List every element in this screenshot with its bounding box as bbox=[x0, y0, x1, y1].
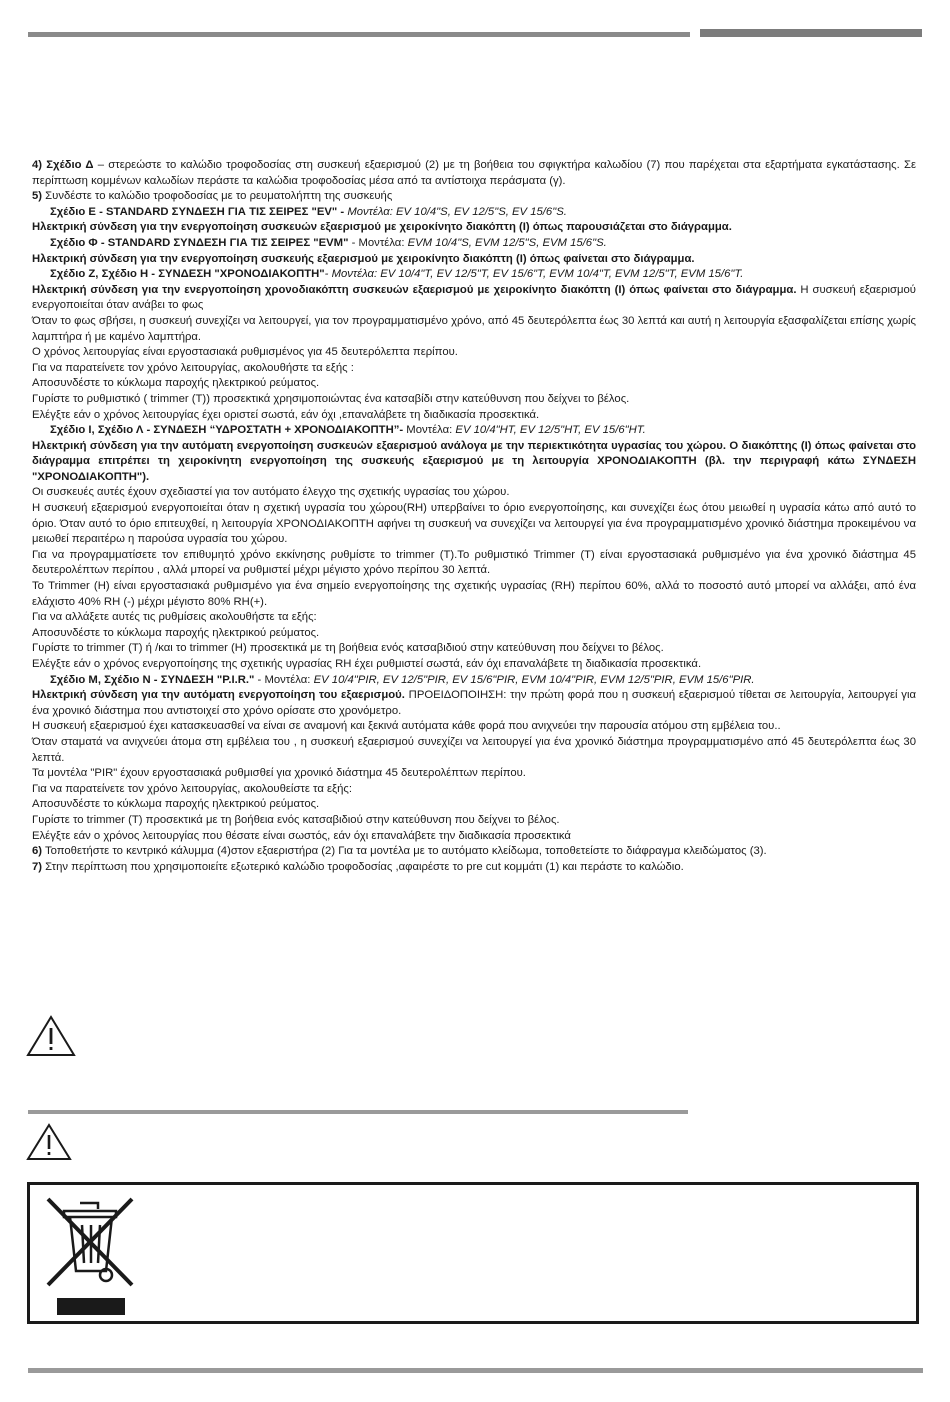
paragraph-p4 bbox=[32, 220, 916, 236]
text-run: Η συσκευή εξαερισμού ενεργοποιείται όταν η σχετική υγρασία του χώρου(RH) υπερβαίνει το όριο ενεργοποίησης, και συνεχίζει έως ότου μειωθεί η υγρασία κάτω από αυτό το όριο. Όταν αυτό το όριο επιτευχθεί, η λειτουργία ΧΡΟΝΟΔΙΑΚΟΠΤΗ αφήνει τη συσκευή να συνεχίζει να λειτουργεί για ένα προγραμματισμένο χρονικό διάστημα προκειμένου να μειωθεί περαιτέρω η παρούσα υγρασία του χώρου. bbox=[32, 502, 916, 546]
text-run: Αποσυνδέστε το κύκλωμα παροχής ηλεκτρικού ρεύματος. bbox=[32, 626, 320, 639]
text-run: Σχέδιο Ι, Σχέδιο Λ - ΣΥΝΔΕΣΗ “ΥΔΡΟΣΤΑΤΗ + ΧΡΟΝΟΔΙΑΚΟΠΤΗ”- bbox=[50, 424, 404, 437]
text-run: Ελέγξτε εάν ο χρόνος λειτουργίας έχει οριστεί σωστά, εάν όχι ,επαναλάβετε τη διαδικασία προσεκτικά. bbox=[32, 408, 540, 421]
paragraph-p1 bbox=[32, 158, 916, 189]
weee-disposal-box bbox=[27, 1182, 919, 1324]
paragraph-p18 bbox=[32, 501, 916, 548]
text-run: Στην περίπτωση που χρησιμοποιείτε εξωτερικό καλώδιο τροφοδοσίας ,αφαιρέστε το pre cut κομμάτι (1) και περάστε το καλώδιο. bbox=[42, 860, 684, 873]
text-run: Η συσκευή εξαερισμού ενεργοποιείται όταν ανάβει το φως bbox=[32, 283, 916, 312]
paragraph-p15 bbox=[32, 423, 916, 439]
paragraph-p5 bbox=[32, 236, 916, 252]
text-run: Ελέγξτε εάν ο χρόνος ενεργοποίησης της σχετικής υγρασίας RH έχει ρυθμιστεί σωστά, εάν όχι επαναλάβετε τη διαδικασία προσεκτικά. bbox=[32, 658, 702, 670]
paragraph-p17 bbox=[32, 485, 916, 501]
text-run: Τοποθετήστε το κεντρικό κάλυμμα (4)στον εξαεριστήρα (2) Για τα μοντέλα με το αυτόματο κλείδωμα, τοποθετείστε το διάφραγμα κλειδώματος (3). bbox=[42, 845, 767, 858]
text-run: Γυρίστε το ρυθμιστικό ( trimmer (T)) προσεκτικά χρησιμοποιώντας ένα κατσαβίδι στην κατεύθυνση που δείχνει το βέλος. bbox=[32, 392, 630, 405]
text-run: - Μοντέλα: bbox=[254, 673, 314, 686]
text-run: Οι συσκευές αυτές έχουν σχεδιαστεί για τον αυτόματο έλεγχο της σχετικής υγρασίας του χώρου. bbox=[32, 486, 510, 499]
text-run: Σχέδιο Ε - STANDARD ΣΥΝΔΕΣΗ ΓΙΑ ΤΙΣ ΣΕΙΡΕΣ "EV" - bbox=[50, 205, 345, 218]
text-run: Ηλεκτρική σύνδεση για την ενεργοποίηση συσκευών εξαερισμού με χειροκίνητο διακόπτη (I) όπως παρουσιάζεται στο διάγραμμα. bbox=[32, 221, 732, 234]
paragraph-p35 bbox=[32, 860, 916, 876]
text-run: Αποσυνδέστε το κύκλωμα παροχής ηλεκτρικού ρεύματος. bbox=[32, 377, 320, 390]
paragraph-p22 bbox=[32, 626, 916, 642]
text-run: Ελέγξτε εάν ο χρόνος λειτουργίας που θέσατε είναι σωστός, εάν όχι επαναλάβετε την διαδικασία προσεκτικά bbox=[32, 829, 571, 842]
text-run: Συνδέστε το καλώδιο τροφοδοσίας με το ρευματολήπτη της συσκευής bbox=[42, 190, 393, 203]
text-run: Όταν σταματά να ανιχνεύει άτομα στη εμβέλεια του , η συσκευή εξαερισμού συνεχίζει να λειτουργεί για ένα χρονικό διάστημα προγραμματισμένο από 45 δευτερόλεπτα έως 30 λεπτά. bbox=[32, 735, 916, 764]
text-run: Ηλεκτρική σύνδεση για την ενεργοποίηση συσκευής εξαερισμού με χειροκίνητο διακόπτη (I) όπως φαίνεται στο διάγραμμα. bbox=[32, 252, 695, 265]
text-run: Αποσυνδέστε το κύκλωμα παροχής ηλεκτρικού ρεύματος. bbox=[32, 798, 320, 811]
paragraph-p3 bbox=[32, 205, 916, 221]
paragraph-p9 bbox=[32, 314, 916, 345]
paragraph-p11 bbox=[32, 361, 916, 377]
text-run: 5) bbox=[32, 190, 43, 203]
paragraph-p12 bbox=[32, 376, 916, 392]
crossed-out-wheelie-bin-icon bbox=[44, 1193, 136, 1289]
paragraph-p28 bbox=[32, 735, 916, 766]
text-run: Για να παρατείνετε τον χρόνο λειτουργίας, ακολουθείστε τα εξής: bbox=[32, 782, 352, 795]
text-run: Γυρίστε το trimmer (T) προσεκτικά με τη βοήθεια ενός κατσαβιδιού στην κατεύθυνση που δείχνει το βέλος. bbox=[32, 813, 560, 826]
text-run: - Μοντέλα: bbox=[348, 236, 408, 249]
paragraph-p20 bbox=[32, 579, 916, 610]
text-run: Όταν το φως σβήσει, η συσκευή συνεχίζει να λειτουργεί, για τον προγραμματισμένο χρόνο, από 45 δευτερόλεπτα έως 30 λεπτά και αυτή η λειτουργία εξασφαλίζεται επίσης χωρίς λαμπτήρα ή με καμένο λαμπτήρα. bbox=[32, 314, 916, 343]
text-run: – στερεώστε το καλώδιο τροφοδοσίας στη συσκευή εξαερισμού (2) με τη βοήθεια του σφιγκτήρα καλωδίου (7) που παρέχεται στα εξαρτήματα εγκατάστασης. Σε περίπτωση κομμένων καλωδίων περάστε τα καλώδια τροφοδοσίας μέσα από τα αντίστοιχα περάσματα (γ). bbox=[32, 159, 917, 187]
paragraph-p26 bbox=[32, 688, 916, 719]
paragraph-p2 bbox=[32, 189, 916, 205]
paragraph-p7 bbox=[32, 267, 916, 283]
paragraph-p10 bbox=[32, 345, 916, 361]
text-run: EV 10/4"HT, EV 12/5"HT, EV 15/6"HT. bbox=[455, 424, 646, 437]
header-rule-left bbox=[28, 32, 690, 37]
text-run: 7) bbox=[32, 860, 43, 873]
text-run: Ηλεκτρική σύνδεση για την ενεργοποίηση χρονοδιακόπτη συσκευών εξαερισμού με χειροκίνητο διακόπτη (I) όπως φαίνεται στο διάγραμμα. bbox=[32, 283, 797, 296]
text-run: ΠΡΟΕΙΔΟΠΟΙΗΣΗ: την πρώτη φορά που η συσκευή εξαερισμού τίθεται σε λειτουργία, λειτουργεί για ένα χρονικό διάστημα που αντιστοιχεί στο χρόνο ορίσατε στο χρονόμετρο. bbox=[32, 689, 916, 717]
text-run: Για να παρατείνετε τον χρόνο λειτουργίας, ακολουθήστε τα εξής : bbox=[32, 361, 354, 374]
section-divider bbox=[28, 1110, 688, 1114]
paragraph-p29 bbox=[32, 766, 916, 782]
paragraph-p25 bbox=[32, 673, 916, 689]
weee-black-bar bbox=[57, 1298, 125, 1315]
footer-rule bbox=[28, 1368, 923, 1373]
paragraph-p27 bbox=[32, 719, 916, 735]
text-run: Για να αλλάξετε αυτές τις ρυθμίσεις ακολουθήστε τα εξής: bbox=[32, 611, 317, 624]
paragraph-p13 bbox=[32, 392, 916, 408]
paragraph-p34 bbox=[32, 844, 916, 860]
paragraph-p19 bbox=[32, 548, 916, 579]
text-run: - Μοντέλα: EV 10/4"T, EV 12/5"T, EV 15/6"T, EVM 10/4"T, EVM 12/5"T, EVM 15/6"T. bbox=[324, 268, 744, 281]
text-run: Σχέδιο Φ - STANDARD ΣΥΝΔΕΣΗ ΓΙΑ ΤΙΣ ΣΕΙΡΕΣ "EVM" bbox=[50, 236, 349, 249]
instructions-text bbox=[32, 158, 916, 875]
text-run: Το Trimmer (H) είναι εργοστασιακά ρυθμισμένο για ένα σημείο ενεργοποίησης της σχετικής υγρασίας (RH) περίπου 60%, αλλά το ποσοστό αυτό μπορεί να αλλάξει, από ένα ελάχιστο 40% RH (-) μέχρι μέγιστο 80% RH(+). bbox=[32, 580, 916, 608]
text-run: Μοντέλα: EV 10/4"S, EV 12/5"S, EV 15/6"S. bbox=[344, 205, 567, 218]
paragraph-p16 bbox=[32, 439, 916, 486]
header-rule-right bbox=[700, 29, 922, 37]
paragraph-p30 bbox=[32, 782, 916, 798]
text-run: Γυρίστε το trimmer (T) ή /και το trimmer (H) προσεκτικά με τη βοήθεια ενός κατσαβιδιού στην κατεύθυνση που δείχνει το βέλος. bbox=[32, 642, 664, 655]
warning-triangle-icon bbox=[26, 1015, 76, 1057]
paragraph-p6 bbox=[32, 252, 916, 268]
text-run: Για να προγραμματίσετε τον επιθυμητό χρόνο εκκίνησης ρυθμίστε το trimmer (T).Το ρυθμιστικό Trimmer (T) είναι εργοστασιακά ρυθμισμένο για ένα χρονικό διάστημα 45 δευτερολέπτων περίπου , αλλά μπορεί να ρυθμιστεί μέχρι μέγιστο χρόνο περίπου 30 λεπτά. bbox=[32, 548, 916, 577]
paragraph-p14 bbox=[32, 408, 916, 424]
paragraph-p21 bbox=[32, 610, 916, 626]
text-run: 4) Σχέδιο Δ bbox=[32, 159, 94, 171]
text-run: Μοντέλα: bbox=[403, 424, 456, 437]
text-run: Ηλεκτρική σύνδεση για την αυτόματη ενεργοποίηση συσκευών εξαερισμού ανάλογα με την περιεκτικότητα υγρασίας του χώρου. Ο διακόπτης (I) όπως φαίνεται στο διάγραμμα επιτρέπει τη χειροκίνητη ενεργοποίηση της συσκευής εξαερισμού με τη λειτουργία ΧΡΟΝΟΔΙΑΚΟΠΤΗ (βλ. την περιγραφή κάτω ΣΥΝΔΕΣΗ "ΧΡΟΝΟΔΙΑΚΟΠΤΗ"). bbox=[32, 439, 916, 483]
text-run: Τα μοντέλα "PIR" έχουν εργοστασιακά ρυθμισθεί για χρονικό διάστημα 45 δευτερολέπτων περίπου. bbox=[32, 767, 526, 780]
text-run: Η συσκευή εξαερισμού έχει κατασκευασθεί να είναι σε αναμονή και ξεκινά αυτόματα κάθε φορά που ανιχνεύει την παρουσία ατόμου στη εμβέλεια του.. bbox=[32, 720, 781, 733]
text-run: 6) bbox=[32, 845, 43, 858]
text-run: Ηλεκτρική σύνδεση για την αυτόματη ενεργοποίηση του εξαερισμού. bbox=[32, 689, 405, 702]
paragraph-p33 bbox=[32, 829, 916, 845]
paragraph-p31 bbox=[32, 797, 916, 813]
text-run: Σχέδιο Μ, Σχέδιο Ν - ΣΥΝΔΕΣΗ "P.I.R." bbox=[50, 673, 255, 686]
text-run: EVM 10/4"S, EVM 12/5"S, EVM 15/6"S. bbox=[407, 236, 607, 249]
paragraph-p23 bbox=[32, 641, 916, 657]
paragraph-p8 bbox=[32, 283, 916, 314]
text-run: EV 10/4"PIR, EV 12/5"PIR, EV 15/6"PIR, EVM 10/4"PIR, EVM 12/5"PIR, EVM 15/6"PIR. bbox=[313, 673, 755, 686]
text-run: Σχέδιο Ζ, Σχέδιο Η - ΣΥΝΔΕΣΗ "ΧΡΟΝΟΔΙΑΚΟΠΤΗ" bbox=[50, 268, 325, 281]
warning-triangle-icon bbox=[26, 1123, 72, 1161]
paragraph-p32 bbox=[32, 813, 916, 829]
paragraph-p24 bbox=[32, 657, 916, 673]
text-run: Ο χρόνος λειτουργίας είναι εργοστασιακά ρυθμισμένος για 45 δευτερόλεπτα περίπου. bbox=[32, 346, 458, 359]
